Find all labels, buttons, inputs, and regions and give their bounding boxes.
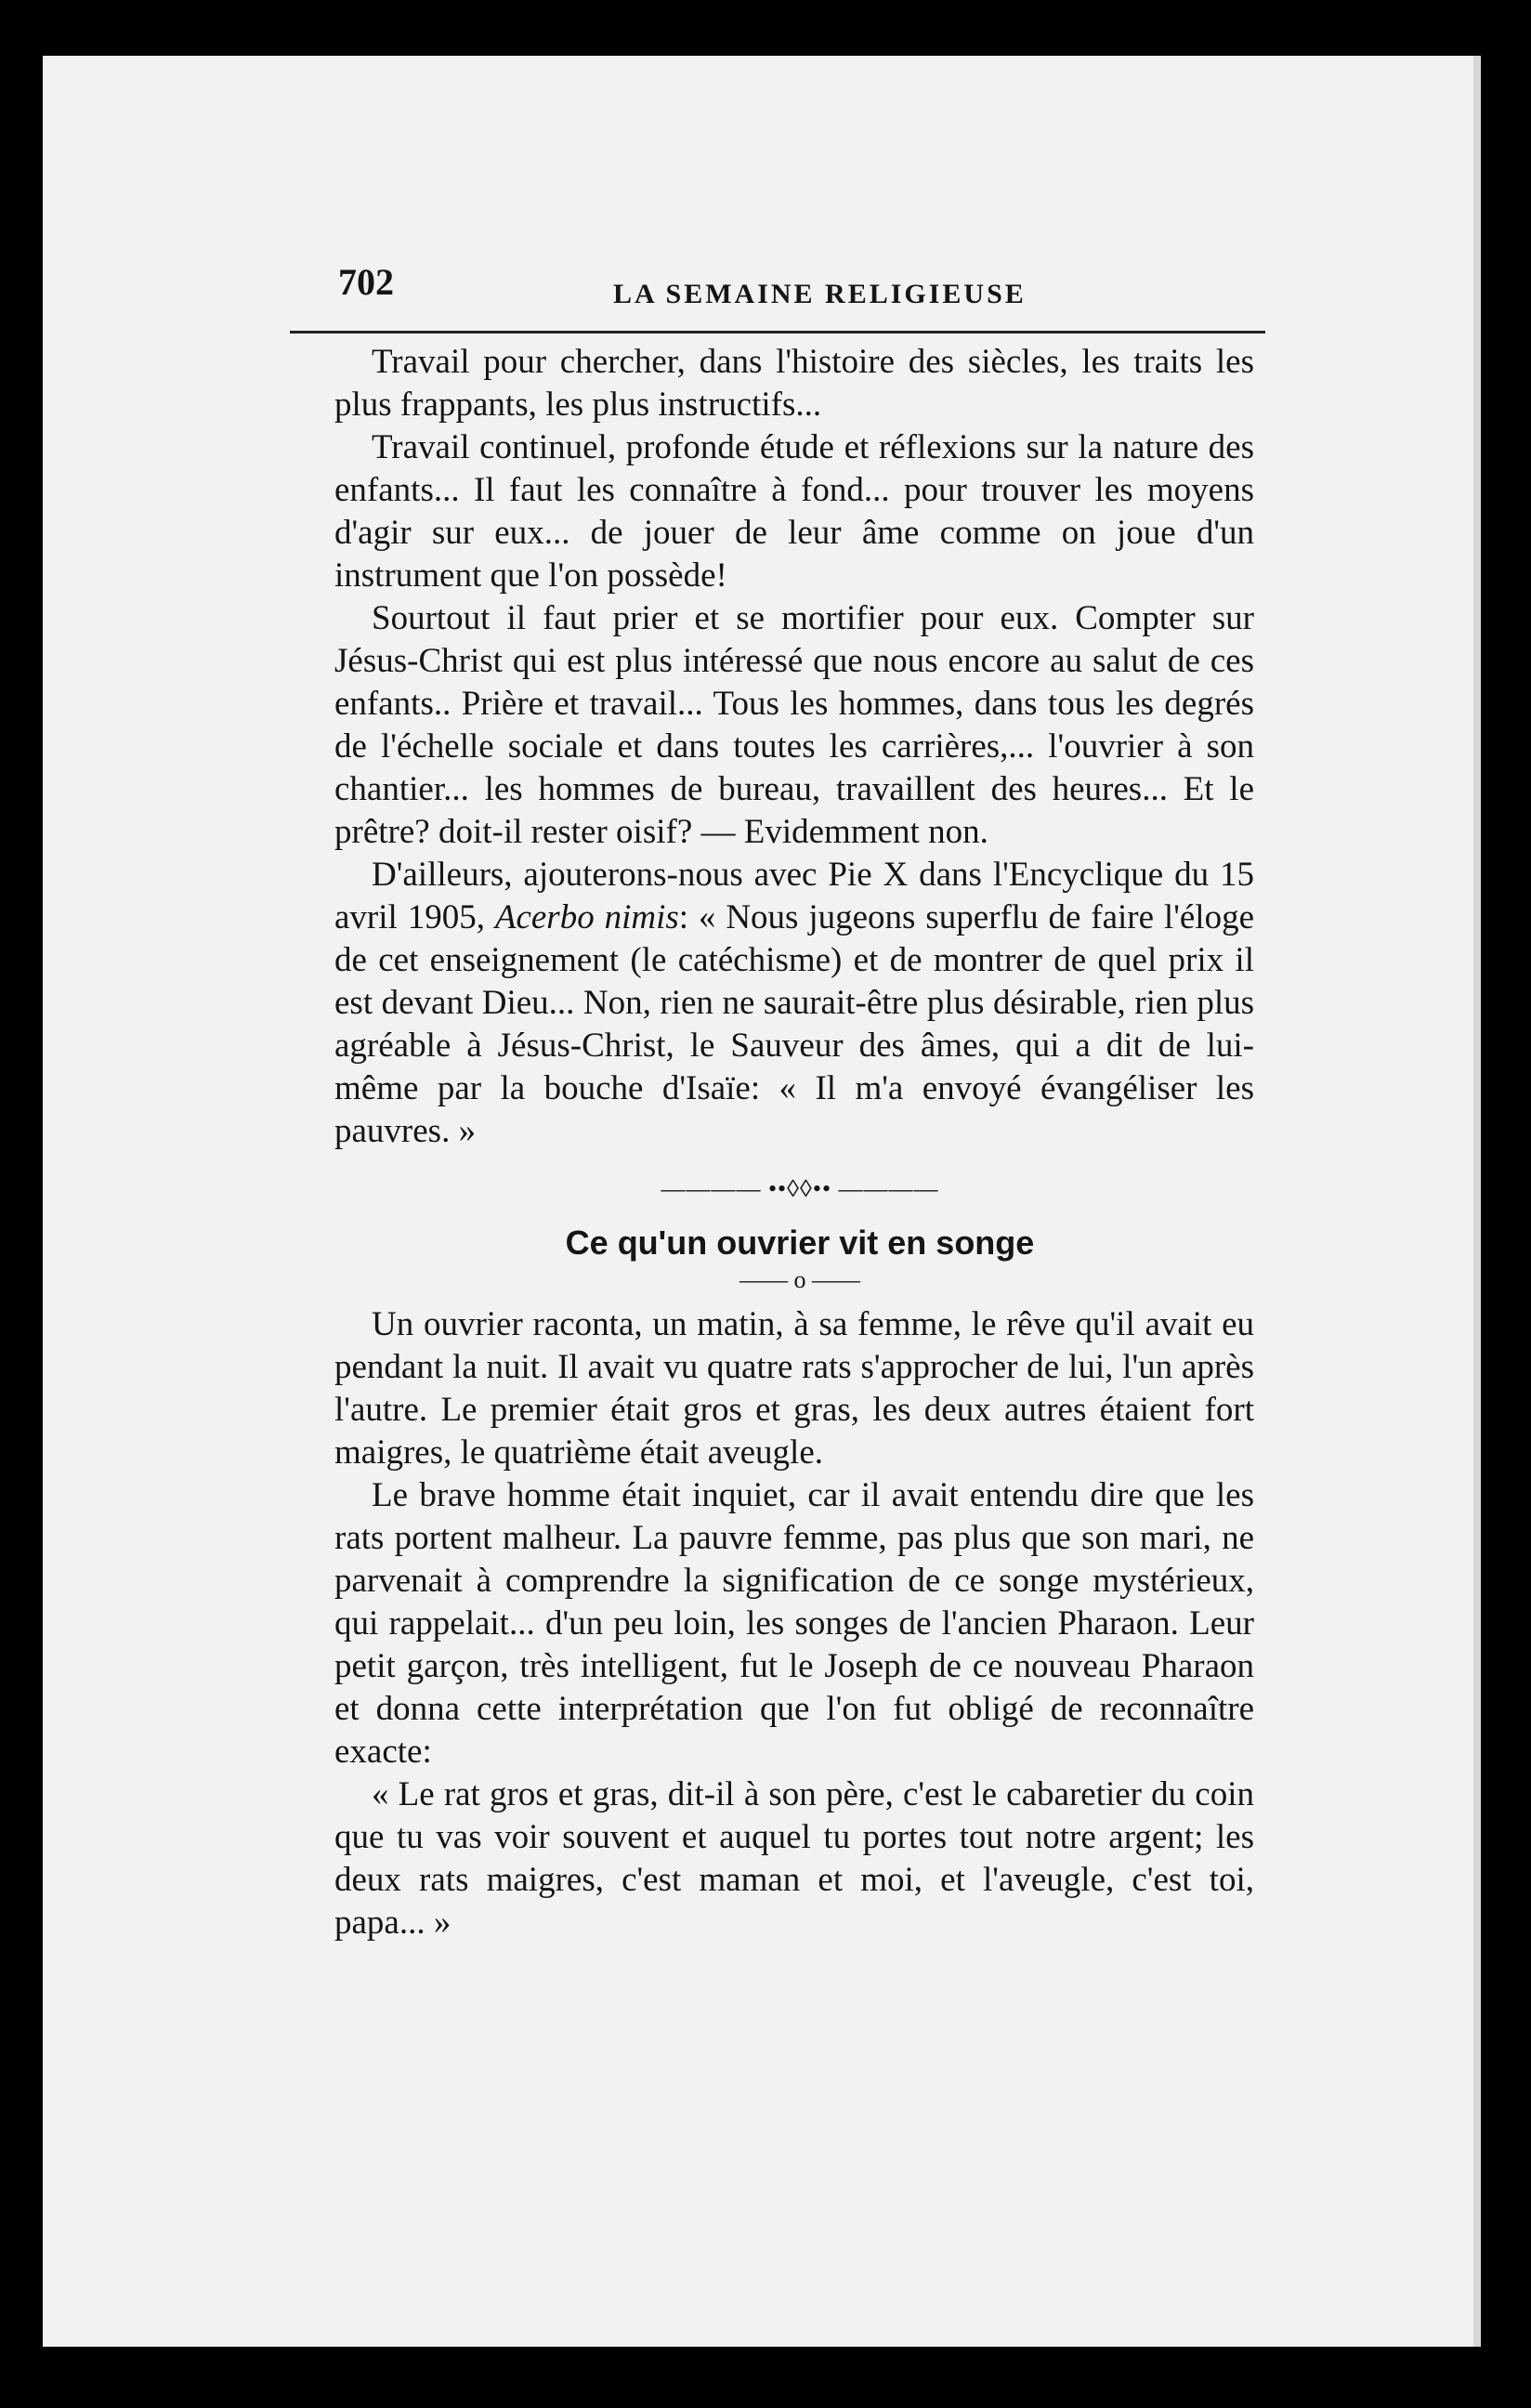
running-head [290,253,1265,334]
paragraph-story-1: Un ouvrier raconta, un matin, à sa femme, le rêve qu'il avait eu pendant la nuit. Il avait vu quatre rats s'approcher de lui, l'un après l'autre. Le premier était gros et gras, les deux autres étaient fort maigres, le quatrième était aveugle. [334,1305,1254,1472]
title-rule: —— o —— [739,1266,860,1293]
section-ornament: ———— ••◊◊•• ———— [661,1175,939,1202]
page-text-block [290,253,1265,1944]
paragraph-encyclique [290,854,1265,1153]
encyclique-title: Acerbo nimis [494,898,679,936]
encyclique-text-before: D'ailleurs, ajouterons-nous avec Pie X dans l'Encyclique du 15 avril 1905, [334,856,1254,936]
paragraph-story-2: Le brave homme était inquiet, car il avait entendu dire que les rats portent malheur. La pauvre femme, pas plus que son mari, ne parvenait à comprendre la signification de ce songe mystérieux, qui rappelait... d'un peu loin, les songes de l'ancien Pharaon. Leur petit garçon, très intelligent, fut le Joseph de ce nouveau Pharaon et donna cette interprétation que l'on fut obligé de reconnaître exacte: [334,1476,1254,1771]
paragraph-story-3: « Le rat gros et gras, dit-il à son père, c'est le cabaretier du coin que tu vas voir souvent et auquel tu portes tout notre argent; les deux rats maigres, c'est maman et moi, et l'aveugle, c'est toi, papa... » [334,1775,1254,1942]
story-section [290,1303,1265,1944]
article-continuation [290,341,1265,1153]
section-title: Ce qu'un ouvrier vit en songe [565,1224,1035,1262]
page-number: 702 [338,261,394,303]
paragraph-sourtout: Sourtout il faut prier et se mortifier pour eux. Compter sur Jésus-Christ qui est plus intéressé que nous encore au salut de ces enfants.. Prière et travail... Tous les hommes, dans tous les degrés de l'échelle sociale et dans toutes les carrières,... l'ouvrier à son chantier... les hommes de bureau, travaillent des heures... Et le prêtre? doit-il rester oisif? — Evidemment non. [334,599,1254,851]
paragraph-travail: Travail pour chercher, dans l'histoire des siècles, les traits les plus frappants, les plus instructifs... [334,343,1254,424]
paragraph-travail-continuel: Travail continuel, profonde étude et réflexions sur la nature des enfants... Il faut les connaître à fond... pour trouver les moyens d'agir sur eux... de jouer de leur âme comme on joue d'un instrument que l'on possède! [334,428,1254,595]
page-edge [1473,56,1481,2347]
running-title: LA SEMAINE RELIGIEUSE [613,279,1027,309]
encyclique-text-after: : « Nous jugeons superflu de faire l'éloge de cet enseignement (le catéchisme) et de montrer de quel prix il est devant Dieu... Non, rien ne saurait-être plus désirable, rien plus agréable à Jésus-Christ, le Sauveur des âmes, qui a dit de lui-même par la bouche d'Isaïe: « Il m'a envoyé évangéliser les pauvres. » [334,898,1254,1150]
